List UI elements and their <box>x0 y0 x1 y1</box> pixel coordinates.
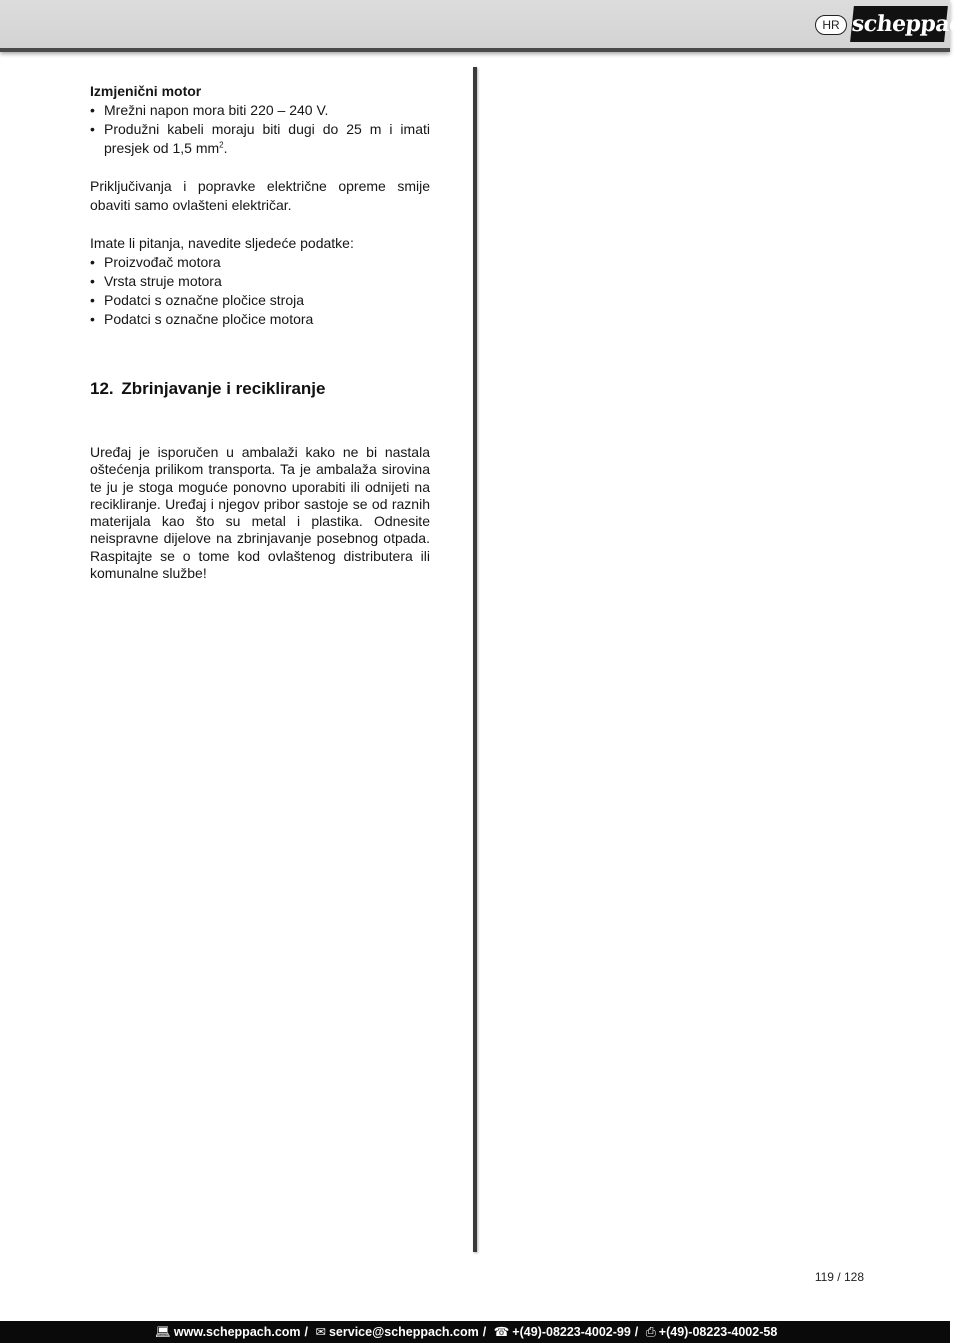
language-badge: HR <box>815 15 847 35</box>
footer-contacts <box>155 1321 777 1343</box>
disposal-text: Uređaj je isporučen u ambalaži kako ne bi nastala oštećenja prilikom transporta. Ta je ambalaža sirovina te ju je stoga moguće ponovno uporabiti ili odnijeti na recikliranje. Uređaj i njegov pribor sastoje se od raznih materijala kao što su metal i plastika. Odnesite neispravne dijelove na zbrinjavanje posebnog otpada. Raspitajte se o tome kod ovlaštenog distributera ili komunalne službe! <box>90 444 430 582</box>
list-item <box>90 120 430 158</box>
header-band <box>0 0 950 52</box>
disposal-section-heading <box>90 379 325 399</box>
questions-list <box>90 253 430 329</box>
page-number: 119 / 128 <box>814 1270 864 1284</box>
motor-section-title: Izmjenični motor <box>90 83 202 99</box>
questions-intro: Imate li pitanja, navedite sljedeće podatke: <box>90 235 354 251</box>
computer-icon: 💻︎ <box>155 1325 171 1339</box>
section-number: 12. <box>90 379 114 398</box>
list-item: • Proizvođač motora <box>90 253 430 272</box>
website-link[interactable]: www.scheppach.com <box>173 1325 301 1339</box>
list-item <box>90 101 430 120</box>
scheppach-logo: scheppach <box>850 6 948 42</box>
left-column <box>90 82 430 329</box>
separator: / <box>634 1325 639 1339</box>
cable-requirement-end: . <box>223 140 228 156</box>
voltage-requirement: Mrežni napon mora biti 220 – 240 V. <box>104 102 329 118</box>
spacer <box>90 215 430 234</box>
separator: / <box>482 1325 487 1339</box>
list-item: • Podatci s označne pločice motora <box>90 310 430 329</box>
list-item: • Vrsta struje motora <box>90 272 430 291</box>
mail-icon: ✉︎ <box>315 1325 326 1339</box>
list-item: • Podatci s označne pločice stroja <box>90 291 430 310</box>
footer-bar <box>0 1321 950 1343</box>
column-divider <box>473 67 477 1252</box>
phone-number: +(49)-08223-4002-99 <box>512 1325 631 1339</box>
phone-icon: ☎︎ <box>493 1325 510 1339</box>
fax-icon: ⎙ <box>645 1325 656 1339</box>
fax-number: +(49)-08223-4002-58 <box>658 1325 778 1339</box>
section-title: Zbrinjavanje i recikliranje <box>121 379 326 398</box>
separator: / <box>304 1325 309 1339</box>
electrician-note: Priključivanja i popravke električne opreme smije obaviti samo ovlašteni električar. <box>90 178 430 213</box>
motor-requirements-list <box>90 101 430 158</box>
email-link[interactable]: service@scheppach.com <box>328 1325 479 1339</box>
cable-requirement: Produžni kabeli moraju biti dugi do 25 m i imati presjek od 1,5 mm <box>104 121 430 156</box>
superscript: 2 <box>219 140 224 150</box>
spacer <box>90 158 430 177</box>
